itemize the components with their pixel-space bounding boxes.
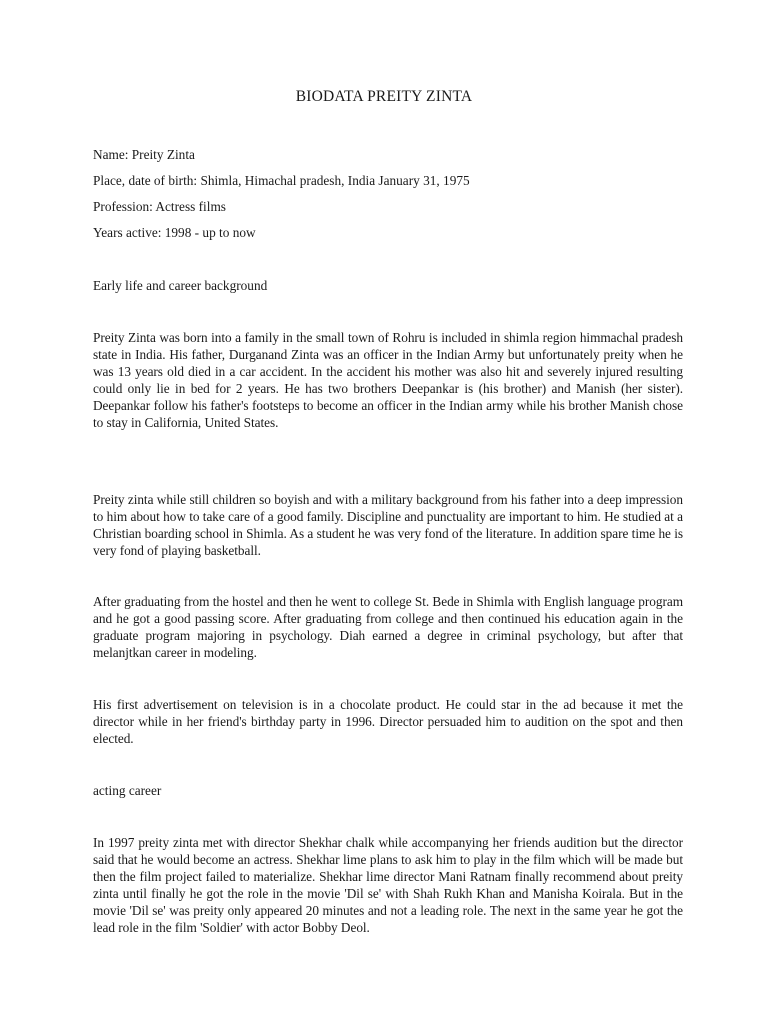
field-profession: Profession: Actress films (93, 199, 226, 214)
document-title: BIODATA PREITY ZINTA (295, 88, 473, 105)
section-heading-early-life: Early life and career background (93, 278, 268, 293)
field-name: Name: Preity Zinta (93, 147, 195, 162)
field-birth: Place, date of birth: Shimla, Himachal pradesh, India January 31, 1975 (93, 173, 470, 188)
paragraph-early-life-2: Preity zinta while still children so boyish and with a military background from his father into a deep impression to him about how to take care of a good family. Discipline and punctuality are important to him. He studied at a Christian boarding school in Shimla. As a student he was very fond of the literature. In addition spare time he is very fond of playing basketball. (93, 492, 683, 558)
section-heading-acting-career: acting career (93, 783, 162, 798)
paragraph-acting-career-1: In 1997 preity zinta met with director Shekhar chalk while accompanying her friends audition but the director said that he would become an actress. Shekhar lime plans to ask him to play in the film which will be made but then the film project failed to materialize. Shekhar lime director Mani Ratnam finally recommend about preity zinta until finally he got the role in the movie 'Dil se' with Shah Rukh Khan and Manisha Koirala. But in the movie 'Dil se' was preity only appeared 20 minutes and not a leading role. The next in the same year he got the lead role in the film 'Soldier' with actor Bobby Deol. (93, 835, 683, 935)
field-years-active: Years active: 1998 - up to now (93, 225, 256, 240)
paragraph-early-life-3: After graduating from the hostel and then he went to college St. Bede in Shimla with English language program and he got a good passing score. After graduating from college and then continued his education again in the graduate program majoring in psychology. Diah earned a degree in criminal psychology, but after that melanjtkan career in modeling. (93, 594, 683, 660)
paragraph-early-life-4: His first advertisement on television is in a chocolate product. He could star in the ad because it met the director while in her friend's birthday party in 1996. Director persuaded him to audition on the spot and then elected. (93, 697, 683, 746)
paragraph-early-life-1: Preity Zinta was born into a family in the small town of Rohru is included in shimla region himmachal pradesh state in India. His father, Durganand Zinta was an officer in the Indian Army but unfortunately preity when he was 13 years old died in a car accident. In the accident his mother was also hit and severely injured resulting could only lie in bed for 2 years. He has two brothers Deepankar is (his brother) and Manish (her sister). Deepankar follow his father's footsteps to become an officer in the Indian army while his brother Manish chose to stay in California, United States. (93, 330, 683, 430)
